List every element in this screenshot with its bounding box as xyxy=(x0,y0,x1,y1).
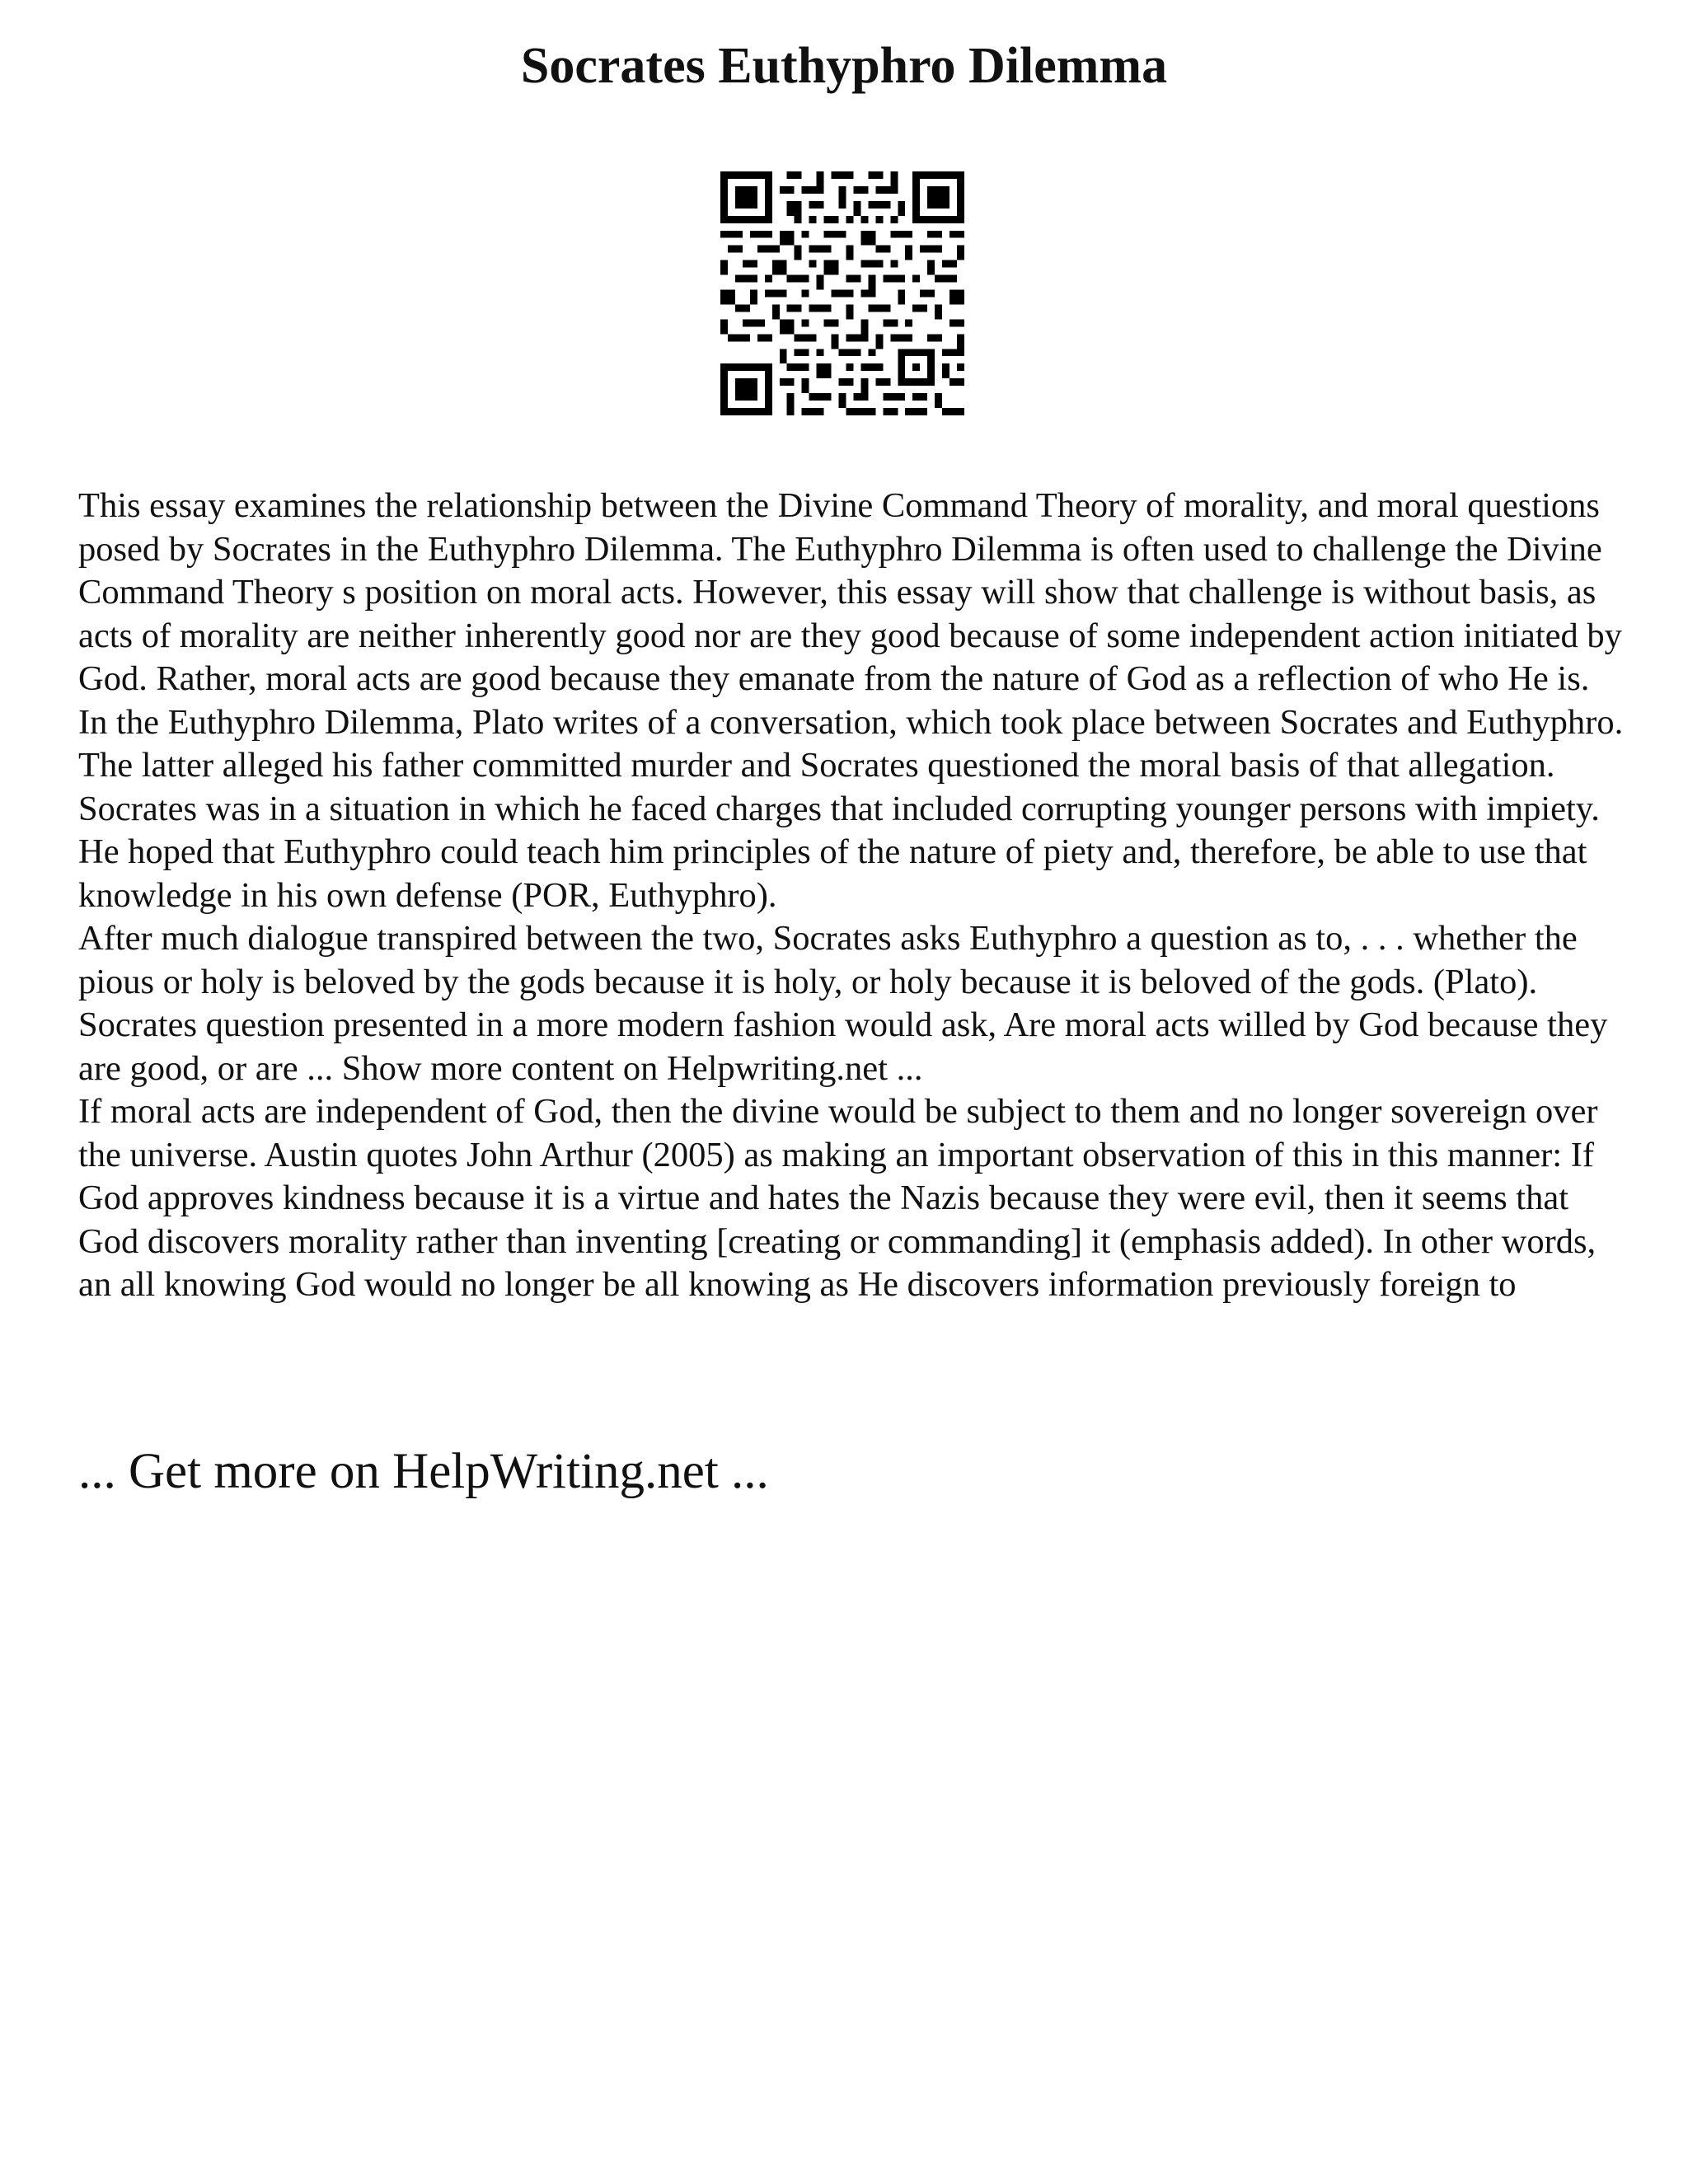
paragraph-context: In the Euthyphro Dilemma, Plato writes of a conversation, which took place between Socrates and Euthyphro. The latter alleged his father committed murder and Socrates questioned the moral basis of that allegation. Socrates was in a situation in which he faced charges that included corrupting younger persons with impiety. He hoped that Euthyphro could teach him principles of the nature of piety and, therefore, be able to use that knowledge in his own defense (POR, Euthyphro). xyxy=(78,702,1624,915)
paragraph-question: After much dialogue transpired between the two, Socrates asks Euthyphro a question as to, . . . whether the pious or holy is beloved by the gods because it is holy, or holy because it is beloved of the gods. (Plato). Socrates question presented in a more modern fashion would ask, Are moral acts willed by God because they are good, or are ... Show more content on Helpwriting.net ... xyxy=(78,919,1608,1088)
essay-body xyxy=(78,485,1628,1307)
qr-code-icon xyxy=(720,171,964,415)
page-title: Socrates Euthyphro Dilemma xyxy=(520,38,1168,94)
paragraph-argument: If moral acts are independent of God, then the divine would be subject to them and no longer sovereign over the universe. Austin quotes John Arthur (2005) as making an important observation of this in this manner: If God approves kindness because it is a virtue and hates the Nazis because they were evil, then it seems that God discovers morality rather than inventing [creating or commanding] it (emphasis added). In other words, an all knowing God would no longer be all knowing as He discovers information previously foreign to xyxy=(78,1092,1598,1304)
get-more-link[interactable]: ... Get more on HelpWriting.net ... xyxy=(78,1444,769,1499)
paragraph-intro: This essay examines the relationship between the Divine Command Theory of morality, and moral questions posed by Socrates in the Euthyphro Dilemma. The Euthyphro Dilemma is often used to challenge the Divine Command Theory s position on moral acts. However, this essay will show that challenge is without basis, as acts of morality are neither inherently good nor are they good because of some independent action initiated by God. Rather, moral acts are good because they emanate from the nature of God as a reflection of who He is. xyxy=(78,486,1622,698)
